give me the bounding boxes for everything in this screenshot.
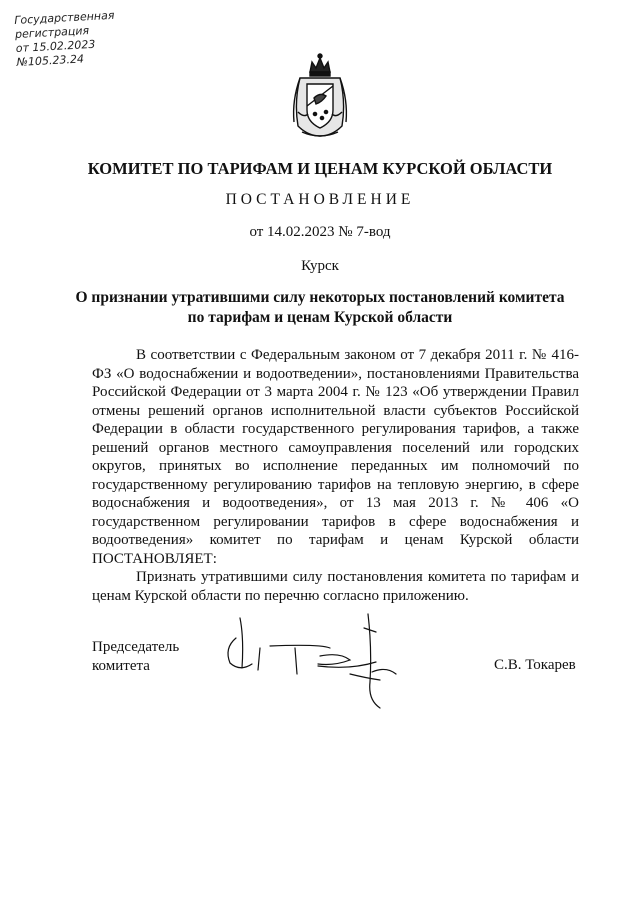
document-city: Курск (301, 258, 339, 274)
document-body (92, 346, 579, 605)
document-date-number: от 14.02.2023 № 7-вод (249, 224, 391, 240)
handwritten-signature (200, 608, 400, 713)
body-paragraph-basis: В соответствии с Федеральным законом от 7 декабря 2011 г. № 416-ФЗ «О водоснабжении и водоотведении», постановлениями Правительства Российской Федерации от 3 марта 2004 г. № 123 «Об утверждении Правил отмены решений органов исполнительной власти субъектов Российской Федерации в области государственного регулирования тарифов, а также решений органов местного самоуправления поселений или городских округов, принятых во исполнение переданных им полномочий по государственному регулированию тарифов на тепловую энергию, в сфере водоснабжения и водоотведения», от 13 мая 2013 г. № 406 «О государственном регулировании тарифов в сфере водоснабжения и водоотведения» комитет по тарифам и ценам Курской области ПОСТАНОВЛЯЕТ: (92, 347, 579, 567)
body-paragraph-resolution: Признать утратившими силу постановления комитета по тарифам и ценам Курской области по перечню согласно приложению. (92, 569, 579, 604)
document-title-line-2: по тарифам и ценам Курской области (187, 309, 453, 326)
document-type: ПОСТАНОВЛЕНИЕ (225, 191, 415, 208)
registration-stamp (14, 7, 147, 84)
committee-name: КОМИТЕТ ПО ТАРИФАМ И ЦЕНАМ КУРСКОЙ ОБЛАСТИ (87, 159, 553, 178)
stamp-line-1: Государственная (14, 8, 115, 27)
stamp-date: от 15.02.2023 (15, 37, 96, 55)
stamp-line-2: регистрация (14, 24, 90, 41)
signer-position-line-1: Председатель (92, 639, 180, 655)
stamp-number: №105.23.24 (16, 52, 85, 69)
signer-position-line-2: комитета (92, 657, 150, 674)
document-title-line-1: О признании утратившими силу некоторых постановлений комитета (75, 289, 565, 306)
coat-of-arms-emblem (290, 52, 350, 140)
signer-position (92, 638, 179, 675)
signer-name: С.В. Токарев (494, 657, 576, 673)
